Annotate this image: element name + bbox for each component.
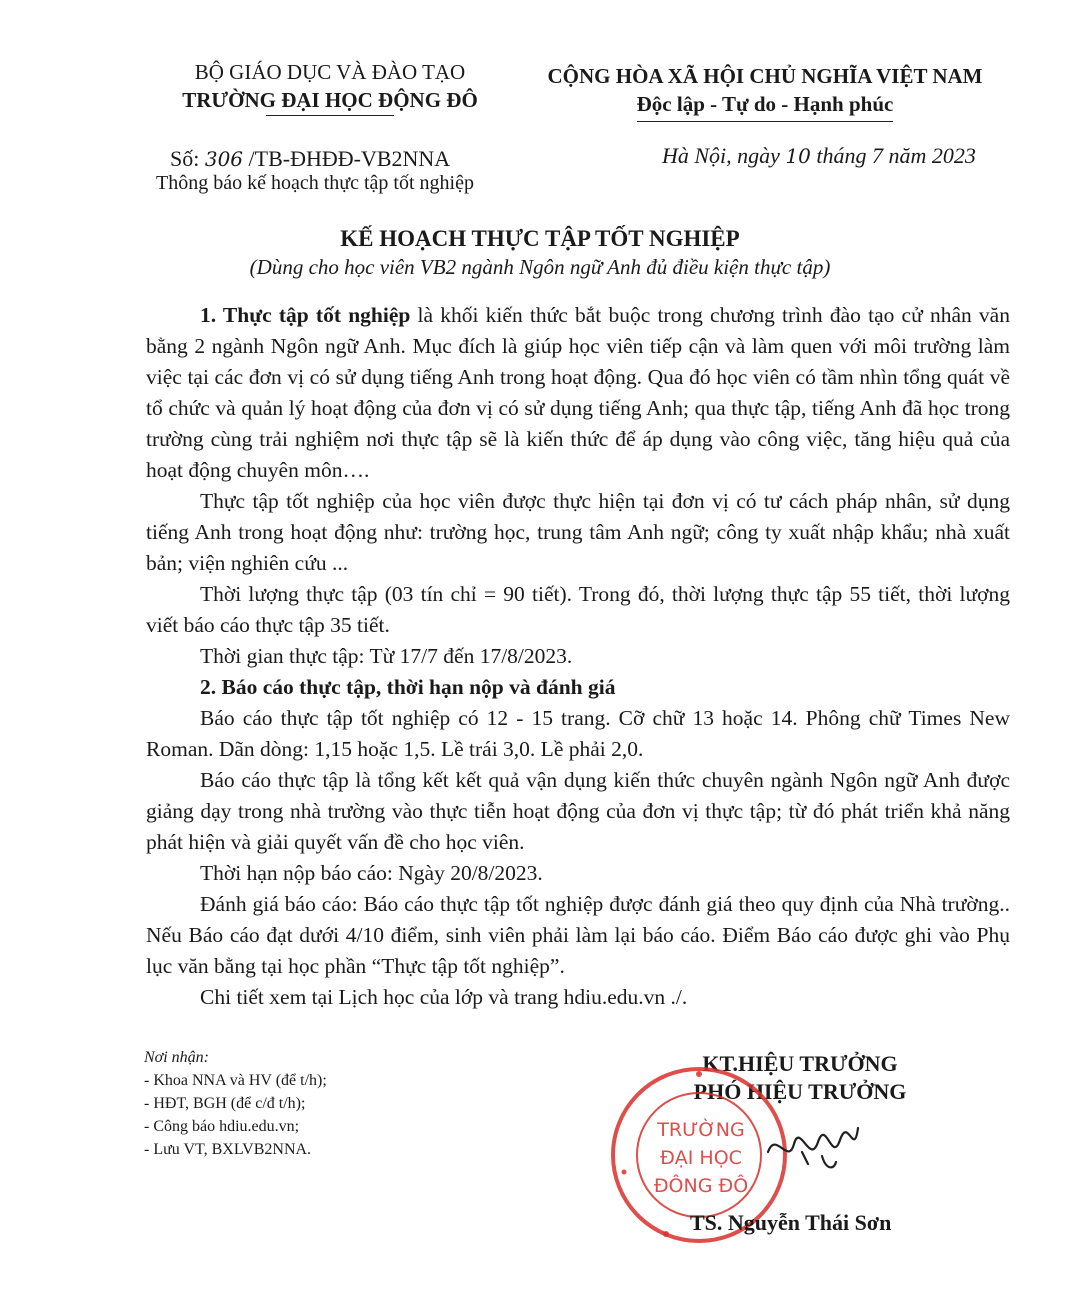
paragraph-9: Chi tiết xem tại Lịch học của lớp và trang hdiu.edu.vn ./.: [200, 985, 688, 1009]
document-title: KẾ HOẠCH THỰC TẬP TỐT NGHIỆP: [340, 226, 740, 251]
recipient-item: - Khoa NNA và HV (để t/h);: [144, 1072, 327, 1089]
national-header: [520, 62, 1010, 122]
section-1-heading: 1. Thực tập tốt nghiệp: [200, 303, 411, 327]
date-prefix: Hà Nội, ngày: [662, 143, 786, 168]
stamp-line-3: ĐÔNG ĐÔ: [653, 1175, 749, 1197]
number-prefix: Số:: [170, 146, 205, 171]
document-subject: Thông báo kế hoạch thực tập tốt nghiệp: [156, 172, 474, 194]
paragraph-4: Thời gian thực tập: Từ 17/7 đến 17/8/2023.: [200, 644, 573, 668]
paragraph-1-text: là khối kiến thức bắt buộc trong chương trình đào tạo cử nhân văn bằng 2 ngành Ngôn ngữ Anh. Mục đích là giúp học viên tiếp cận và làm quen với môi trường làm việc tại các đơn vị có sử dụng tiếng Anh trong hoạt động. Qua đó học viên có tầm nhìn tổng quát về tổ chức và quản lý hoạt động của đơn vị có sử dụng tiếng Anh; qua thực tập, tiếng Anh đã học trong trường cùng trải nghiệm nơi thực tập sẽ là kiến thức để áp dụng vào công việc, tăng hiệu quả của hoạt động chuyên môn….: [146, 303, 1010, 482]
national-motto: Độc lập - Tự do - Hạnh phúc: [636, 92, 894, 116]
date-day-handwritten: 10: [785, 144, 811, 168]
paragraph-6: Báo cáo thực tập là tổng kết kết quả vận dụng kiến thức chuyên ngành Ngôn ngữ Anh được giảng dạy trong nhà trường vào thực tiễn hoạt động của đơn vị thực tập; từ đó phát triển khả năng phát hiện và giải quyết vấn đề cho học viên.: [146, 768, 1010, 854]
country-name: CỘNG HÒA XÃ HỘI CHỦ NGHĨA VIỆT NAM: [547, 64, 983, 88]
paragraph-1: [146, 300, 1010, 486]
section-2-heading: [146, 672, 1010, 703]
paragraph-3: Thời lượng thực tập (03 tín chỉ = 90 tiết). Trong đó, thời lượng thực tập 55 tiết, thời lượng viết báo cáo thực tập 35 tiết.: [146, 582, 1010, 637]
signature-title-1: KT.HIỆU TRƯỞNG: [702, 1051, 898, 1076]
stamp-line-1: TRƯỜNG: [657, 1119, 745, 1141]
recipients-heading: Nơi nhận:: [144, 1049, 209, 1066]
date-suffix: tháng 7 năm 2023: [810, 143, 976, 168]
recipients-block: [144, 1046, 327, 1161]
paragraph-8: Đánh giá báo cáo: Báo cáo thực tập tốt nghiệp được đánh giá theo quy định của Nhà trường.. Nếu Báo cáo đạt dưới 4/10 điểm, sinh viên phải làm lại báo cáo. Điểm Báo cáo được ghi vào Phụ lục văn bằng tại học phần “Thực tập tốt nghiệp”.: [146, 892, 1010, 978]
recipient-item: - Công báo hdiu.edu.vn;: [144, 1118, 300, 1135]
document-date: [662, 143, 976, 169]
handwritten-signature: [762, 1122, 862, 1176]
document-subtitle: (Dùng cho học viên VB2 ngành Ngôn ngữ Anh đủ điều kiện thực tập): [249, 255, 831, 279]
school-name: TRƯỜNG ĐẠI HỌC ĐỘNG ĐÔ: [182, 88, 478, 112]
number-handwritten: 306: [204, 147, 244, 171]
paragraph-7: Thời hạn nộp báo cáo: Ngày 20/8/2023.: [200, 861, 543, 885]
header-underline: [266, 115, 394, 116]
ministry-name: BỘ GIÁO DỤC VÀ ĐÀO TẠO: [194, 60, 466, 84]
document-number: [170, 146, 450, 172]
paragraph-2: Thực tập tốt nghiệp của học viên được thực hiện tại đơn vị có tư cách pháp nhân, sử dụng tiếng Anh trong hoạt động như: trường học, trung tâm Anh ngữ; công ty xuất nhập khẩu; nhà xuất bản; viện nghiên cứu ...: [146, 489, 1010, 575]
document-body: [146, 300, 1010, 1013]
stamp-line-2: ĐẠI HỌC: [660, 1147, 742, 1169]
signature-title-2: PHÓ HIỆU TRƯỞNG: [693, 1079, 907, 1104]
recipient-item: - Lưu VT, BXLVB2NNA.: [144, 1141, 312, 1158]
paragraph-5: Báo cáo thực tập tốt nghiệp có 12 - 15 trang. Cỡ chữ 13 hoặc 14. Phông chữ Times New Roman. Dãn dòng: 1,15 hoặc 1,5. Lề trái 3,0. Lề phải 2,0.: [146, 706, 1010, 761]
section-2-heading-text: 2. Báo cáo thực tập, thời hạn nộp và đánh giá: [200, 675, 616, 699]
issuer-header: [140, 58, 520, 116]
recipient-item: - HĐT, BGH (để c/đ t/h);: [144, 1095, 306, 1112]
motto-underline: [637, 121, 893, 122]
number-suffix: /TB-ĐHĐĐ-VB2NNA: [243, 146, 451, 171]
signer-name: TS. Nguyễn Thái Sơn: [690, 1210, 892, 1235]
